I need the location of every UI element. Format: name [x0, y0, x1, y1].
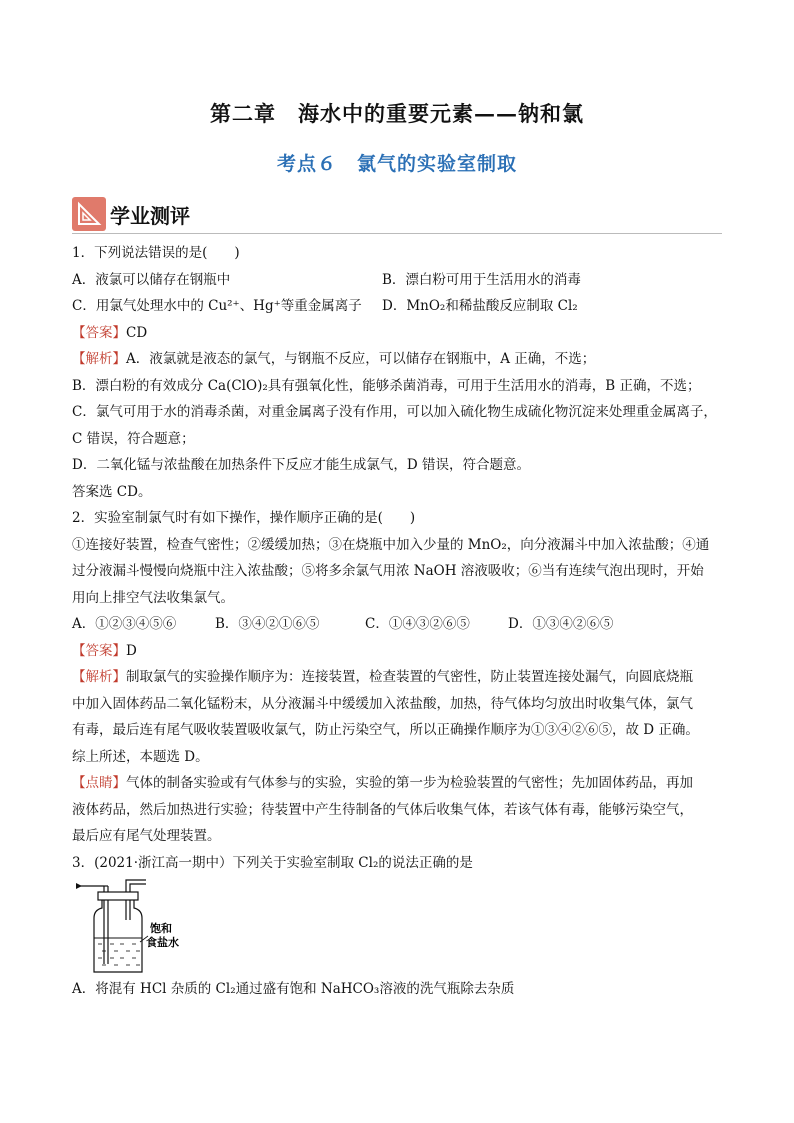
- q1-conclusion: 答案选 CD。: [72, 483, 152, 500]
- triangle-ruler-icon: [72, 197, 106, 231]
- fig-label-brine: 食盐水: [146, 936, 179, 949]
- chapter-title: 第二章 海水中的重要元素——钠和氯: [210, 101, 584, 126]
- q1-analysis-5: D．二氧化锰与浓盐酸在加热条件下反应才能生成氯气，D 错误，符合题意。: [72, 457, 530, 473]
- q2-tip-2: 液体药品，然后加热进行实验；待装置中产生待制备的气体后收集气体，若该气体有毒，能够污染空气，: [72, 801, 693, 818]
- q2-option-a: A．①②③④⑤⑥: [72, 616, 177, 632]
- q2-option-d: D．①③④②⑥⑤: [508, 616, 614, 632]
- answer-tag: 【答案】: [72, 642, 126, 659]
- q1-option-c: C．用氯气处理水中的 Cu²⁺、Hg⁺等重金属离子: [72, 298, 362, 314]
- wash-bottle-figure: [74, 876, 214, 976]
- q2-stem: 2．实验室制氯气时有如下操作，操作顺序正确的是( ): [72, 510, 416, 526]
- section-divider: [72, 233, 722, 234]
- q1-analysis-1: [72, 346, 732, 373]
- analysis-text: A．液氯就是液态的氯气，与钢瓶不反应，可以储存在钢瓶中，A 正确，不选；: [126, 351, 596, 367]
- topic-subtitle: 考点６ 氯气的实验室制取: [276, 153, 517, 175]
- q1-options-row-1: [72, 267, 732, 294]
- q2-ops-3: 用向上排空气法收集氯气。: [72, 589, 234, 606]
- answer-tag: 【答案】: [72, 324, 126, 341]
- q3-option-a: A．将混有 HCl 杂质的 Cl₂通过盛有饱和 NaHCO₃溶液的洗气瓶除去杂质: [72, 981, 515, 997]
- q1-stem: 1．下列说法错误的是( ): [72, 245, 240, 261]
- wash-bottle-drawing: [74, 876, 214, 976]
- answer-value: CD: [126, 324, 148, 341]
- q2-option-b: B．③④②①⑥⑤: [215, 616, 320, 632]
- q2-answer: [72, 638, 732, 665]
- section-title: 学业测评: [110, 203, 190, 228]
- question-content: [72, 240, 732, 1003]
- fig-label-saturated: 饱和: [150, 922, 172, 935]
- q2-tip-3: 最后应有尾气处理装置。: [72, 828, 221, 844]
- tip-text: 气体的制备实验或有气体参与的实验，实验的第一步为检验装置的气密性；先加固体药品，再加: [126, 775, 693, 791]
- q2-ops-1: ①连接好装置，检查气密性；②缓缓加热；③在烧瓶中加入少量的 MnO₂，向分液漏斗中加入浓盐酸；④通: [72, 536, 710, 553]
- q1-option-d: D．MnO₂和稀盐酸反应制取 Cl₂: [382, 298, 578, 314]
- q1-option-b: B．漂白粉可用于生活用水的消毒: [382, 271, 581, 288]
- q1-option-a: A．液氯可以储存在钢瓶中: [72, 271, 231, 288]
- q2-analysis-3: 有毒，最后连有尾气吸收装置吸收氯气，防止污染空气，所以正确操作顺序为①③④②⑥⑤，故 D 正确。: [72, 722, 699, 738]
- q1-answer: [72, 320, 732, 347]
- q2-options-row: [72, 611, 732, 638]
- q1-options-row-2: [72, 293, 732, 320]
- q1-analysis-2: B．漂白粉的有效成分 Ca(ClO)₂具有强氧化性，能够杀菌消毒，可用于生活用水的消毒，B 正确，不选；: [72, 377, 701, 394]
- q1-analysis-4: C 错误，符合题意；: [72, 430, 195, 447]
- analysis-text: 制取氯气的实验操作顺序为：连接装置，检查装置的气密性，防止装置连接处漏气，向圆底烧瓶: [126, 669, 693, 685]
- tip-tag: 【点睛】: [72, 775, 126, 791]
- section-header: [72, 196, 190, 232]
- q3-stem: 3．(2021·浙江高一期中）下列关于实验室制取 Cl₂的说法正确的是: [72, 854, 473, 871]
- q1-analysis-3: C．氯气可用于水的消毒杀菌，对重金属离子没有作用，可以加入硫化物生成硫化物沉淀来处理重金属离子，: [72, 404, 717, 420]
- answer-value: D: [126, 642, 137, 659]
- analysis-tag: 【解析】: [72, 351, 126, 367]
- q2-analysis-2: 中加入固体药品二氧化锰粉末，从分液漏斗中缓缓加入浓盐酸，加热，待气体均匀放出时收集气体，氯气: [72, 695, 693, 712]
- analysis-tag: 【解析】: [72, 669, 126, 685]
- q2-ops-2: 过分液漏斗慢慢向烧瓶中注入浓盐酸；⑤将多余氯气用浓 NaOH 溶液吸收；⑥当有连续气泡出现时，开始: [72, 563, 704, 579]
- q2-tip-1: [72, 770, 732, 797]
- q2-option-c: C．①④③②⑥⑤: [365, 616, 470, 632]
- q2-analysis-4: 综上所述，本题选 D。: [72, 748, 209, 765]
- q2-analysis-1: [72, 664, 732, 691]
